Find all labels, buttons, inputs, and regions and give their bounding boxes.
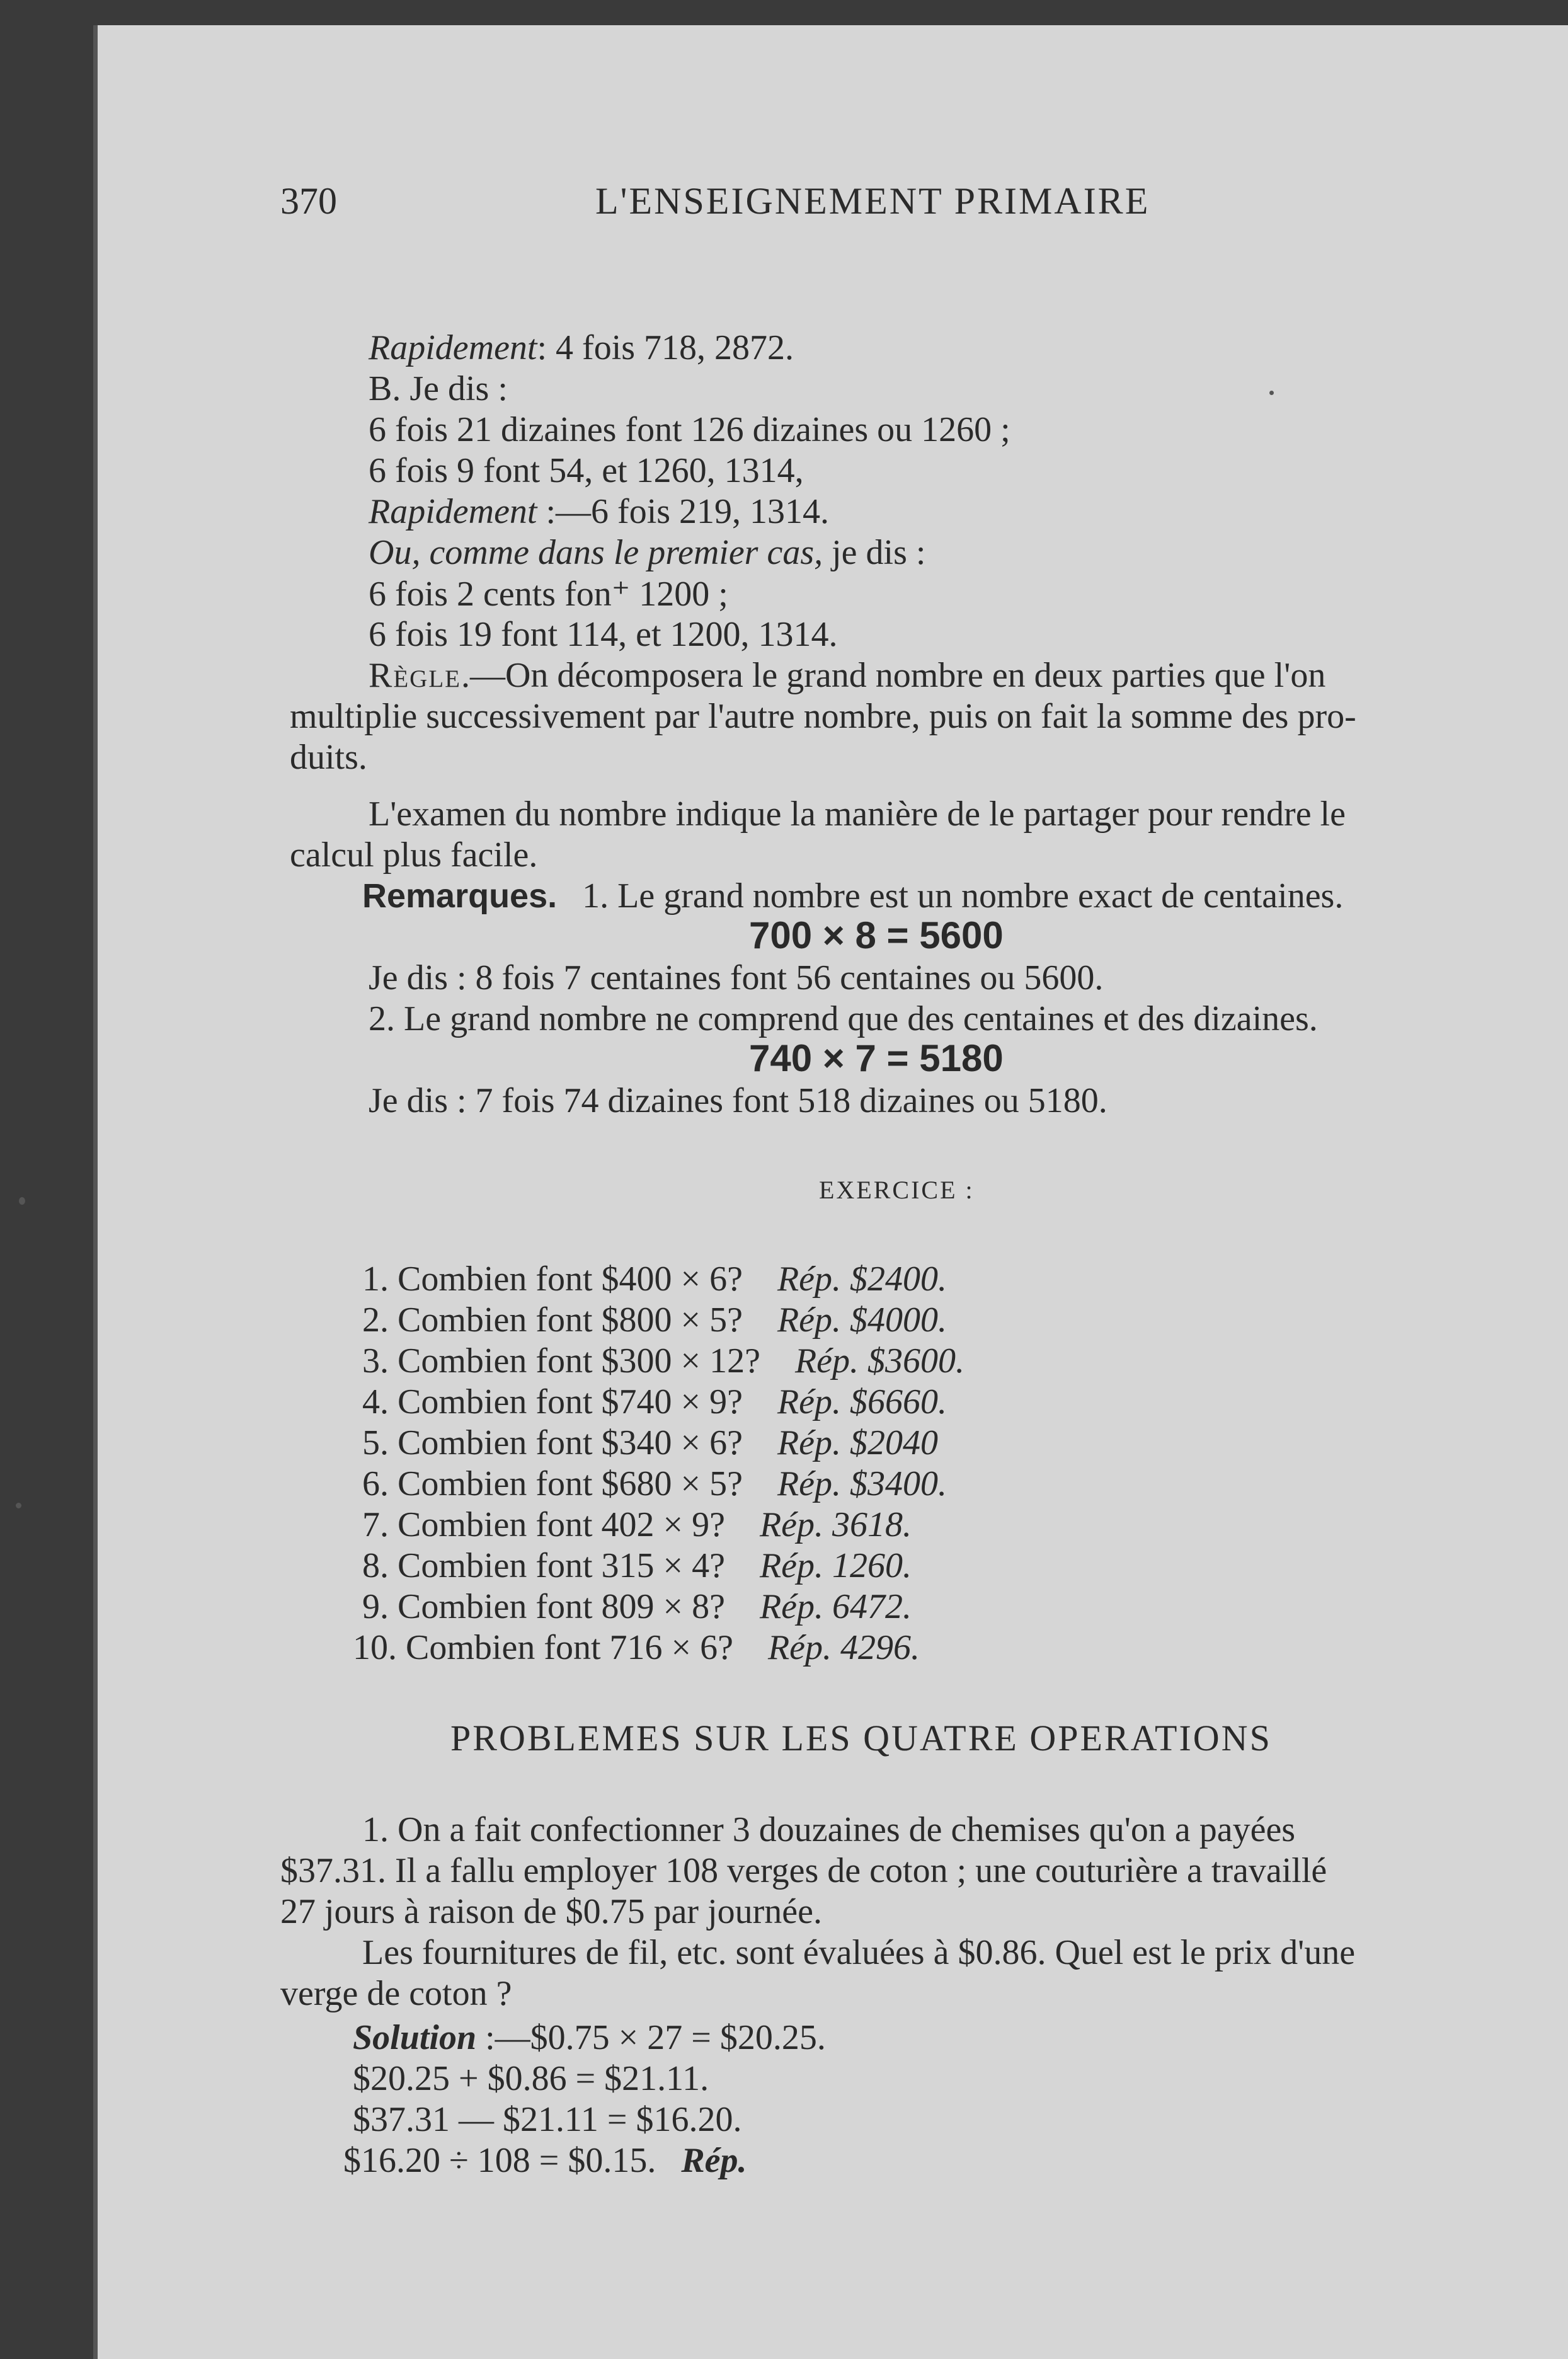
exercise-item: 6. Combien font $680 × 5? Rép. $3400. bbox=[362, 1464, 947, 1503]
solution-line-3: $37.31 — $21.11 = $16.20. bbox=[353, 2100, 742, 2139]
ou-comme-line: Ou, comme dans le premier cas, je dis : bbox=[369, 533, 926, 572]
remarque-2-je-dis: Je dis : 7 fois 74 dizaines font 518 dizaines ou 5180. bbox=[369, 1081, 1107, 1120]
remarque-2: 2. Le grand nombre ne comprend que des centaines et des dizaines. bbox=[369, 999, 1318, 1038]
scan-speck bbox=[19, 1197, 25, 1205]
solution-line-2: $20.25 + $0.86 = $21.11. bbox=[353, 2059, 709, 2098]
exercise-item: 5. Combien font $340 × 6? Rép. $2040 bbox=[362, 1423, 939, 1462]
regle-line-3: duits. bbox=[290, 738, 367, 777]
probleme-1-line-2: $37.31. Il a fallu employer 108 verges de coton ; une couturière a travaillé bbox=[280, 1851, 1327, 1890]
calc-line-1: 6 fois 21 dizaines font 126 dizaines ou 1260 ; bbox=[369, 410, 1010, 449]
scan-speck bbox=[1269, 391, 1274, 395]
book-page bbox=[98, 25, 1568, 2359]
probleme-1-line-1: 1. On a fait confectionner 3 douzaines de chemises qu'on a payées bbox=[362, 1810, 1296, 1849]
exercise-item: 2. Combien font $800 × 5? Rép. $4000. bbox=[362, 1300, 947, 1340]
solution-line-4: $16.20 ÷ 108 = $0.15. Rép. bbox=[343, 2141, 747, 2180]
rapidement-line-b: Rapidement :—6 fois 219, 1314. bbox=[369, 492, 830, 531]
remarques-line: Remarques. 1. Le grand nombre est un nombre exact de centaines. bbox=[362, 876, 1344, 915]
exercise-item: 9. Combien font 809 × 8? Rép. 6472. bbox=[362, 1587, 912, 1626]
je-dis-b: B. Je dis : bbox=[369, 369, 508, 408]
exercise-item: 8. Combien font 315 × 4? Rép. 1260. bbox=[362, 1546, 912, 1585]
exercise-item: 1. Combien font $400 × 6? Rép. $2400. bbox=[362, 1260, 947, 1299]
regle-line-1: Règle.—On décomposera le grand nombre en deux parties que l'on bbox=[369, 656, 1326, 695]
exercise-item: 3. Combien font $300 × 12? Rép. $3600. bbox=[362, 1341, 965, 1380]
exercise-item: 7. Combien font 402 × 9? Rép. 3618. bbox=[362, 1505, 912, 1544]
rapidement-line-a: Rapidement: 4 fois 718, 2872. bbox=[369, 328, 794, 367]
scan-speck bbox=[16, 1503, 21, 1508]
equation-2: 740 × 7 = 5180 bbox=[749, 1037, 1004, 1079]
probleme-1-line-4: Les fournitures de fil, etc. sont évaluées à $0.86. Quel est le prix d'une bbox=[362, 1933, 1356, 1972]
running-title: L'ENSEIGNEMENT PRIMAIRE bbox=[595, 180, 1150, 222]
calc-line-4: 6 fois 19 font 114, et 1200, 1314. bbox=[369, 615, 838, 654]
calc-line-2: 6 fois 9 font 54, et 1260, 1314, bbox=[369, 451, 804, 490]
examen-line-2: calcul plus facile. bbox=[290, 835, 538, 875]
calc-line-3: 6 fois 2 cents fon⁺ 1200 ; bbox=[369, 575, 728, 614]
examen-line-1: L'examen du nombre indique la manière de le partager pour rendre le bbox=[369, 795, 1346, 834]
equation-1: 700 × 8 = 5600 bbox=[749, 914, 1004, 956]
solution-line-1: Solution :—$0.75 × 27 = $20.25. bbox=[353, 2018, 826, 2057]
exercise-item: 4. Combien font $740 × 9? Rép. $6660. bbox=[362, 1382, 947, 1421]
probleme-1-line-3: 27 jours à raison de $0.75 par journée. bbox=[280, 1892, 822, 1931]
regle-line-2: multiplie successivement par l'autre nombre, puis on fait la somme des pro- bbox=[290, 697, 1356, 736]
exercice-title: EXERCICE : bbox=[819, 1176, 975, 1204]
probleme-1-line-5: verge de coton ? bbox=[280, 1974, 512, 2013]
problemes-title: PROBLEMES SUR LES QUATRE OPERATIONS bbox=[450, 1718, 1272, 1759]
remarque-1-je-dis: Je dis : 8 fois 7 centaines font 56 centaines ou 5600. bbox=[369, 958, 1104, 997]
exercise-item: 10. Combien font 716 × 6? Rép. 4296. bbox=[353, 1628, 920, 1667]
page-number: 370 bbox=[280, 180, 337, 222]
